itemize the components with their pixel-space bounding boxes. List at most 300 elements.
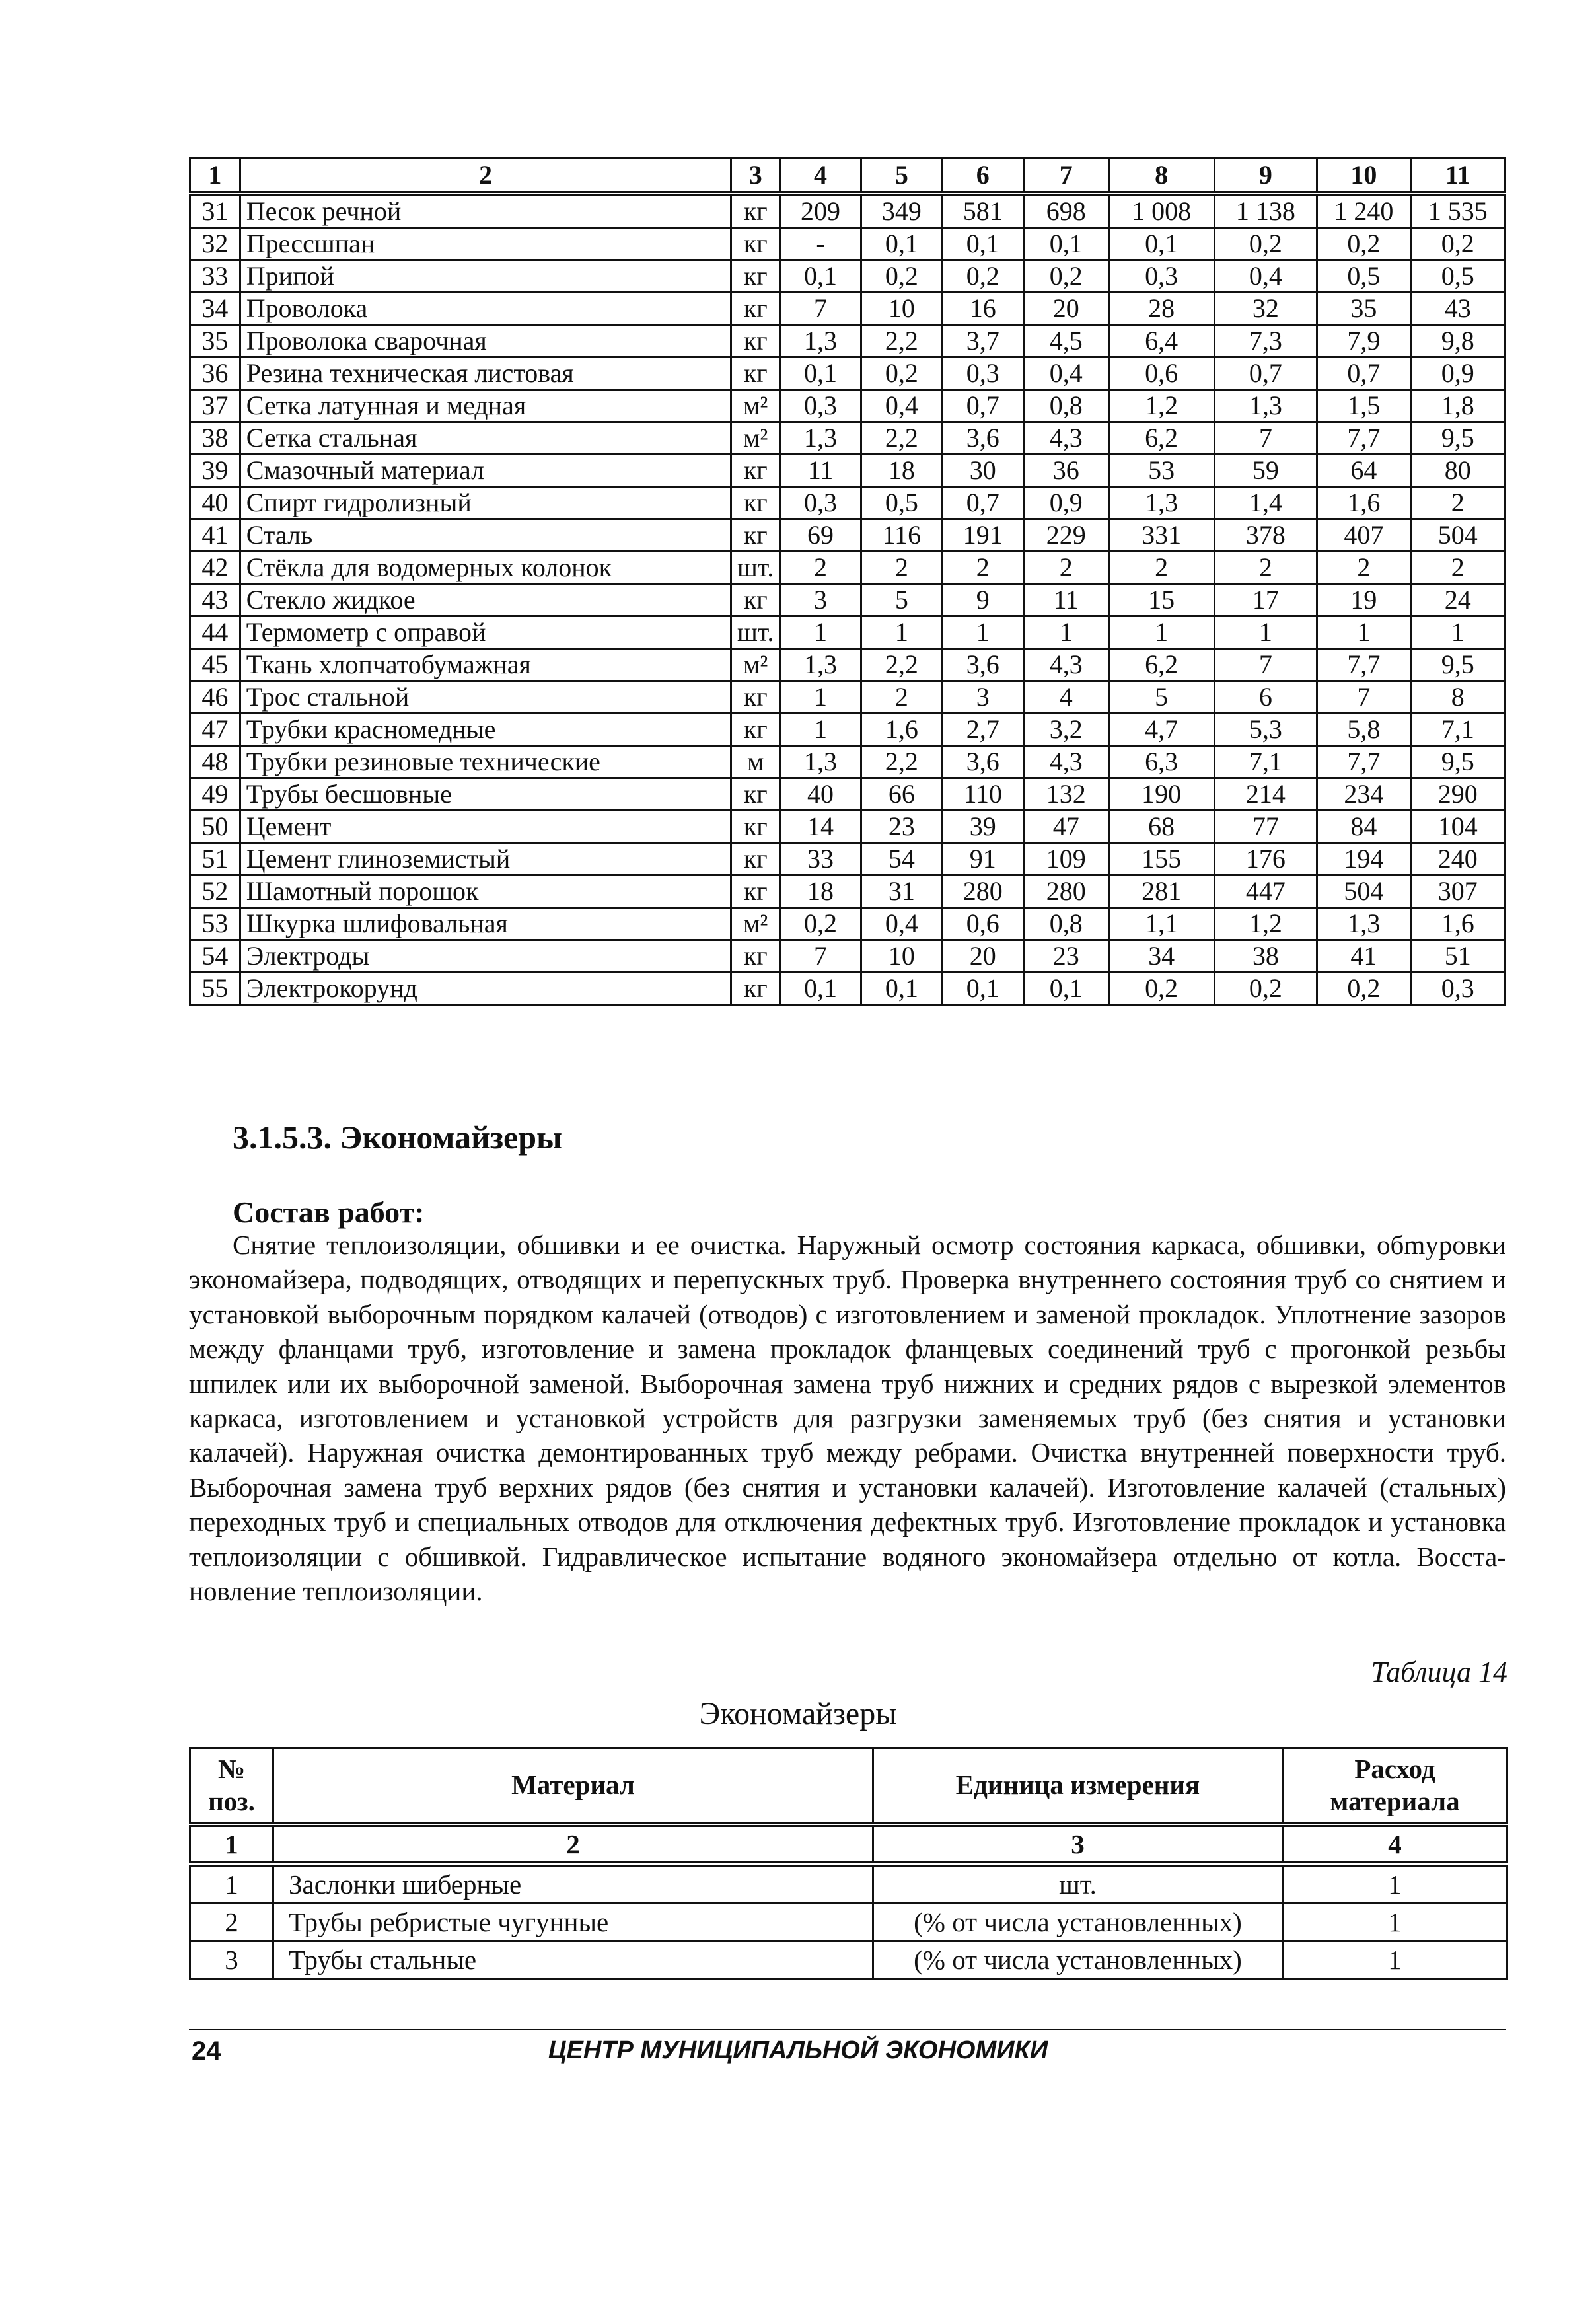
value-cell: 155 bbox=[1108, 843, 1214, 875]
material-name: Прессшпан bbox=[240, 228, 731, 260]
row-number: 34 bbox=[190, 293, 240, 325]
table-row bbox=[190, 843, 1505, 875]
value-cell: 7 bbox=[1214, 422, 1317, 455]
unit-cell: кг bbox=[731, 357, 780, 390]
value-cell: 0,8 bbox=[1023, 390, 1108, 422]
value-cell: 0,3 bbox=[1410, 973, 1505, 1005]
row-pos: 1 bbox=[190, 1864, 273, 1904]
value-cell: 6,4 bbox=[1108, 325, 1214, 357]
value-cell: 0,8 bbox=[1023, 908, 1108, 940]
value-cell: 19 bbox=[1317, 584, 1410, 616]
table-row bbox=[190, 1864, 1507, 1904]
value-cell: 2,2 bbox=[861, 325, 942, 357]
value-cell: 1,4 bbox=[1214, 487, 1317, 519]
row-value: 1 bbox=[1283, 1864, 1507, 1904]
footer-divider bbox=[189, 2029, 1506, 2030]
value-cell: 51 bbox=[1410, 940, 1505, 973]
value-cell: 6 bbox=[1214, 681, 1317, 714]
value-cell: 0,5 bbox=[1317, 260, 1410, 293]
row-number: 48 bbox=[190, 746, 240, 778]
row-material: Заслонки шиберные bbox=[273, 1864, 873, 1904]
value-cell: 0,2 bbox=[861, 357, 942, 390]
value-cell: 1,1 bbox=[1108, 908, 1214, 940]
unit-cell: кг bbox=[731, 811, 780, 843]
material-name: Ткань хлопчатобумажная bbox=[240, 649, 731, 681]
header-cell: 6 bbox=[942, 159, 1023, 194]
material-name: Проволока bbox=[240, 293, 731, 325]
material-name: Электроды bbox=[240, 940, 731, 973]
value-cell: 3,2 bbox=[1023, 714, 1108, 746]
value-cell: 77 bbox=[1214, 811, 1317, 843]
table-row bbox=[190, 746, 1505, 778]
value-cell: 28 bbox=[1108, 293, 1214, 325]
value-cell: 10 bbox=[861, 940, 942, 973]
unit-cell: м² bbox=[731, 908, 780, 940]
value-cell: 1 bbox=[1023, 616, 1108, 649]
table-row bbox=[190, 681, 1505, 714]
value-cell: 11 bbox=[780, 455, 861, 487]
value-cell: 7,7 bbox=[1317, 422, 1410, 455]
value-cell: 3 bbox=[780, 584, 861, 616]
value-cell: 0,1 bbox=[942, 228, 1023, 260]
value-cell: 209 bbox=[780, 194, 861, 228]
value-cell: 2,2 bbox=[861, 422, 942, 455]
row-number: 36 bbox=[190, 357, 240, 390]
unit-cell: кг bbox=[731, 778, 780, 811]
value-cell: 24 bbox=[1410, 584, 1505, 616]
material-name: Термометр с оправой bbox=[240, 616, 731, 649]
value-cell: 6,2 bbox=[1108, 649, 1214, 681]
value-cell: 7,1 bbox=[1214, 746, 1317, 778]
unit-cell: кг bbox=[731, 228, 780, 260]
value-cell: 0,2 bbox=[861, 260, 942, 293]
value-cell: 4,7 bbox=[1108, 714, 1214, 746]
unit-cell: м² bbox=[731, 422, 780, 455]
table-row bbox=[190, 908, 1505, 940]
table-numbering-row bbox=[190, 1824, 1507, 1864]
value-cell: 41 bbox=[1317, 940, 1410, 973]
table-row bbox=[190, 973, 1505, 1005]
row-unit: (% от числа установленных) bbox=[873, 1904, 1283, 1941]
table-row bbox=[190, 714, 1505, 746]
value-cell: 1,6 bbox=[1317, 487, 1410, 519]
value-cell: 349 bbox=[861, 194, 942, 228]
row-number: 52 bbox=[190, 875, 240, 908]
material-name: Цемент bbox=[240, 811, 731, 843]
economizer-table bbox=[189, 1747, 1508, 1980]
value-cell: 6,3 bbox=[1108, 746, 1214, 778]
value-cell: 191 bbox=[942, 519, 1023, 552]
value-cell: 91 bbox=[942, 843, 1023, 875]
unit-cell: м² bbox=[731, 649, 780, 681]
row-number: 38 bbox=[190, 422, 240, 455]
value-cell: 8 bbox=[1410, 681, 1505, 714]
row-pos: 2 bbox=[190, 1904, 273, 1941]
value-cell: 0,9 bbox=[1023, 487, 1108, 519]
table-row bbox=[190, 649, 1505, 681]
page-number: 24 bbox=[192, 2036, 221, 2066]
value-cell: 0,2 bbox=[1023, 260, 1108, 293]
material-name: Песок речной bbox=[240, 194, 731, 228]
header-cell: 4 bbox=[780, 159, 861, 194]
table-number-label: Таблица 14 bbox=[1371, 1656, 1507, 1688]
value-cell: 290 bbox=[1410, 778, 1505, 811]
value-cell: 3,6 bbox=[942, 422, 1023, 455]
material-name: Шкурка шлифовальная bbox=[240, 908, 731, 940]
value-cell: 0,4 bbox=[861, 390, 942, 422]
value-cell: 0,1 bbox=[1108, 228, 1214, 260]
value-cell: 280 bbox=[1023, 875, 1108, 908]
value-cell: 0,2 bbox=[1317, 973, 1410, 1005]
value-cell: 0,1 bbox=[861, 973, 942, 1005]
value-cell: 1 008 bbox=[1108, 194, 1214, 228]
row-number: 39 bbox=[190, 455, 240, 487]
value-cell: 7,3 bbox=[1214, 325, 1317, 357]
row-number: 49 bbox=[190, 778, 240, 811]
value-cell: 4,3 bbox=[1023, 746, 1108, 778]
row-number: 43 bbox=[190, 584, 240, 616]
unit-cell: кг bbox=[731, 455, 780, 487]
value-cell: 0,7 bbox=[1214, 357, 1317, 390]
value-cell: 0,7 bbox=[942, 390, 1023, 422]
value-cell: 281 bbox=[1108, 875, 1214, 908]
value-cell: 9,5 bbox=[1410, 746, 1505, 778]
section-subtitle: Состав работ: bbox=[233, 1195, 425, 1229]
unit-cell: кг bbox=[731, 487, 780, 519]
unit-cell: шт. bbox=[731, 616, 780, 649]
value-cell: 80 bbox=[1410, 455, 1505, 487]
value-cell: 0,1 bbox=[780, 357, 861, 390]
value-cell: 9,5 bbox=[1410, 422, 1505, 455]
value-cell: 190 bbox=[1108, 778, 1214, 811]
material-name: Электрокорунд bbox=[240, 973, 731, 1005]
value-cell: 32 bbox=[1214, 293, 1317, 325]
table-row bbox=[190, 519, 1505, 552]
table-header-row bbox=[190, 1748, 1507, 1825]
value-cell: 1 bbox=[780, 681, 861, 714]
material-name: Спирт гидролизный bbox=[240, 487, 731, 519]
row-value: 1 bbox=[1283, 1904, 1507, 1941]
table-row bbox=[190, 260, 1505, 293]
value-cell: 3,6 bbox=[942, 746, 1023, 778]
value-cell: 23 bbox=[861, 811, 942, 843]
table-row bbox=[190, 1904, 1507, 1941]
table-header-row bbox=[190, 159, 1505, 194]
value-cell: 0,6 bbox=[1108, 357, 1214, 390]
value-cell: 0,2 bbox=[780, 908, 861, 940]
value-cell: 38 bbox=[1214, 940, 1317, 973]
value-cell: 11 bbox=[1023, 584, 1108, 616]
table-row bbox=[190, 940, 1505, 973]
table-row bbox=[190, 325, 1505, 357]
value-cell: 36 bbox=[1023, 455, 1108, 487]
value-cell: 2,2 bbox=[861, 746, 942, 778]
value-cell: 5,8 bbox=[1317, 714, 1410, 746]
unit-cell: кг bbox=[731, 875, 780, 908]
value-cell: 331 bbox=[1108, 519, 1214, 552]
row-unit: (% от числа установленных) bbox=[873, 1941, 1283, 1979]
row-number: 53 bbox=[190, 908, 240, 940]
value-cell: 698 bbox=[1023, 194, 1108, 228]
table-row bbox=[190, 616, 1505, 649]
value-cell: 1,6 bbox=[1410, 908, 1505, 940]
value-cell: 7,7 bbox=[1317, 649, 1410, 681]
value-cell: - bbox=[780, 228, 861, 260]
section-title: 3.1.5.3. Экономайзеры bbox=[233, 1119, 563, 1156]
value-cell: 20 bbox=[942, 940, 1023, 973]
row-number: 55 bbox=[190, 973, 240, 1005]
unit-cell: м² bbox=[731, 390, 780, 422]
material-name: Сетка стальная bbox=[240, 422, 731, 455]
unit-cell: кг bbox=[731, 584, 780, 616]
table-row bbox=[190, 455, 1505, 487]
materials-table-body bbox=[190, 159, 1505, 1005]
material-name: Припой bbox=[240, 260, 731, 293]
value-cell: 0,5 bbox=[1410, 260, 1505, 293]
value-cell: 15 bbox=[1108, 584, 1214, 616]
header-cell: 11 bbox=[1410, 159, 1505, 194]
value-cell: 9,5 bbox=[1410, 649, 1505, 681]
value-cell: 234 bbox=[1317, 778, 1410, 811]
row-number: 51 bbox=[190, 843, 240, 875]
unit-cell: м bbox=[731, 746, 780, 778]
value-cell: 2 bbox=[942, 552, 1023, 584]
table-row bbox=[190, 811, 1505, 843]
table-row bbox=[190, 584, 1505, 616]
row-number: 45 bbox=[190, 649, 240, 681]
material-name: Стёкла для водомерных колонок bbox=[240, 552, 731, 584]
value-cell: 1,2 bbox=[1214, 908, 1317, 940]
value-cell: 0,3 bbox=[1108, 260, 1214, 293]
value-cell: 581 bbox=[942, 194, 1023, 228]
header-cell: 1 bbox=[190, 159, 240, 194]
value-cell: 1 bbox=[780, 616, 861, 649]
value-cell: 1,2 bbox=[1108, 390, 1214, 422]
value-cell: 33 bbox=[780, 843, 861, 875]
unit-cell: кг bbox=[731, 260, 780, 293]
value-cell: 0,2 bbox=[1214, 228, 1317, 260]
value-cell: 5,3 bbox=[1214, 714, 1317, 746]
table-row bbox=[190, 778, 1505, 811]
value-cell: 0,7 bbox=[1317, 357, 1410, 390]
value-cell: 5 bbox=[1108, 681, 1214, 714]
value-cell: 40 bbox=[780, 778, 861, 811]
value-cell: 43 bbox=[1410, 293, 1505, 325]
value-cell: 18 bbox=[861, 455, 942, 487]
table-row bbox=[190, 1941, 1507, 1979]
material-name: Трубки резиновые технические bbox=[240, 746, 731, 778]
table-row bbox=[190, 357, 1505, 390]
header-pos: № поз. bbox=[190, 1748, 273, 1825]
value-cell: 116 bbox=[861, 519, 942, 552]
unit-cell: кг bbox=[731, 843, 780, 875]
unit-cell: кг bbox=[731, 681, 780, 714]
value-cell: 0,1 bbox=[942, 973, 1023, 1005]
value-cell: 6,2 bbox=[1108, 422, 1214, 455]
table-row bbox=[190, 487, 1505, 519]
unit-cell: кг bbox=[731, 194, 780, 228]
value-cell: 2 bbox=[861, 552, 942, 584]
row-number: 44 bbox=[190, 616, 240, 649]
value-cell: 1,3 bbox=[780, 649, 861, 681]
table-row bbox=[190, 228, 1505, 260]
value-cell: 1 bbox=[1108, 616, 1214, 649]
value-cell: 1 bbox=[942, 616, 1023, 649]
row-number: 40 bbox=[190, 487, 240, 519]
header-cell: 7 bbox=[1023, 159, 1108, 194]
value-cell: 0,2 bbox=[1108, 973, 1214, 1005]
value-cell: 0,3 bbox=[780, 390, 861, 422]
value-cell: 35 bbox=[1317, 293, 1410, 325]
row-number: 41 bbox=[190, 519, 240, 552]
header-cell: 8 bbox=[1108, 159, 1214, 194]
value-cell: 7 bbox=[780, 940, 861, 973]
row-number: 42 bbox=[190, 552, 240, 584]
value-cell: 2 bbox=[780, 552, 861, 584]
value-cell: 176 bbox=[1214, 843, 1317, 875]
materials-table bbox=[189, 157, 1506, 1006]
value-cell: 1 bbox=[1214, 616, 1317, 649]
unit-cell: кг bbox=[731, 293, 780, 325]
value-cell: 53 bbox=[1108, 455, 1214, 487]
value-cell: 0,6 bbox=[942, 908, 1023, 940]
value-cell: 0,2 bbox=[1410, 228, 1505, 260]
table-row bbox=[190, 194, 1505, 228]
value-cell: 10 bbox=[861, 293, 942, 325]
value-cell: 110 bbox=[942, 778, 1023, 811]
row-number: 35 bbox=[190, 325, 240, 357]
row-number: 47 bbox=[190, 714, 240, 746]
value-cell: 47 bbox=[1023, 811, 1108, 843]
value-cell: 4 bbox=[1023, 681, 1108, 714]
value-cell: 7,1 bbox=[1410, 714, 1505, 746]
value-cell: 407 bbox=[1317, 519, 1410, 552]
footer-organization: ЦЕНТР МУНИЦИПАЛЬНОЙ ЭКОНОМИКИ bbox=[548, 2036, 1048, 2064]
header-cell: 3 bbox=[731, 159, 780, 194]
value-cell: 1,3 bbox=[780, 422, 861, 455]
value-cell: 194 bbox=[1317, 843, 1410, 875]
value-cell: 2 bbox=[1317, 552, 1410, 584]
value-cell: 30 bbox=[942, 455, 1023, 487]
row-material: Трубы ребристые чугунные bbox=[273, 1904, 873, 1941]
value-cell: 68 bbox=[1108, 811, 1214, 843]
value-cell: 66 bbox=[861, 778, 942, 811]
value-cell: 0,7 bbox=[942, 487, 1023, 519]
row-number: 32 bbox=[190, 228, 240, 260]
value-cell: 1 240 bbox=[1317, 194, 1410, 228]
value-cell: 0,1 bbox=[1023, 228, 1108, 260]
value-cell: 31 bbox=[861, 875, 942, 908]
value-cell: 7 bbox=[1317, 681, 1410, 714]
material-name: Резина техническая листовая bbox=[240, 357, 731, 390]
value-cell: 7,9 bbox=[1317, 325, 1410, 357]
value-cell: 504 bbox=[1410, 519, 1505, 552]
table-row bbox=[190, 422, 1505, 455]
value-cell: 2 bbox=[861, 681, 942, 714]
value-cell: 0,1 bbox=[1023, 973, 1108, 1005]
value-cell: 229 bbox=[1023, 519, 1108, 552]
value-cell: 0,2 bbox=[942, 260, 1023, 293]
unit-cell: кг bbox=[731, 973, 780, 1005]
unit-cell: шт. bbox=[731, 552, 780, 584]
value-cell: 0,2 bbox=[1317, 228, 1410, 260]
value-cell: 3 bbox=[942, 681, 1023, 714]
value-cell: 4,5 bbox=[1023, 325, 1108, 357]
value-cell: 2 bbox=[1410, 487, 1505, 519]
header-cell: 5 bbox=[861, 159, 942, 194]
header-cell: 9 bbox=[1214, 159, 1317, 194]
unit-cell: кг bbox=[731, 325, 780, 357]
table-caption: Экономайзеры bbox=[699, 1696, 897, 1731]
value-cell: 1,8 bbox=[1410, 390, 1505, 422]
row-material: Трубы стальные bbox=[273, 1941, 873, 1979]
value-cell: 2 bbox=[1108, 552, 1214, 584]
unit-cell: кг bbox=[731, 519, 780, 552]
material-name: Трубки красномедные bbox=[240, 714, 731, 746]
value-cell: 1,5 bbox=[1317, 390, 1410, 422]
material-name: Сталь bbox=[240, 519, 731, 552]
value-cell: 280 bbox=[942, 875, 1023, 908]
material-name: Трубы бесшовные bbox=[240, 778, 731, 811]
row-number: 46 bbox=[190, 681, 240, 714]
value-cell: 4,3 bbox=[1023, 649, 1108, 681]
value-cell: 1 bbox=[861, 616, 942, 649]
value-cell: 1,3 bbox=[1317, 908, 1410, 940]
numbering-cell: 2 bbox=[273, 1824, 873, 1864]
value-cell: 4,3 bbox=[1023, 422, 1108, 455]
row-number: 31 bbox=[190, 194, 240, 228]
value-cell: 0,4 bbox=[1214, 260, 1317, 293]
value-cell: 1,3 bbox=[780, 746, 861, 778]
value-cell: 109 bbox=[1023, 843, 1108, 875]
unit-cell: кг bbox=[731, 714, 780, 746]
value-cell: 9,8 bbox=[1410, 325, 1505, 357]
value-cell: 2 bbox=[1023, 552, 1108, 584]
row-number: 37 bbox=[190, 390, 240, 422]
value-cell: 378 bbox=[1214, 519, 1317, 552]
value-cell: 0,3 bbox=[942, 357, 1023, 390]
row-value: 1 bbox=[1283, 1941, 1507, 1979]
table-row bbox=[190, 293, 1505, 325]
value-cell: 1,3 bbox=[1214, 390, 1317, 422]
value-cell: 447 bbox=[1214, 875, 1317, 908]
value-cell: 64 bbox=[1317, 455, 1410, 487]
value-cell: 2,2 bbox=[861, 649, 942, 681]
value-cell: 1 138 bbox=[1214, 194, 1317, 228]
header-consumption: Расход материала bbox=[1283, 1748, 1507, 1825]
material-name: Смазочный материал bbox=[240, 455, 731, 487]
row-number: 54 bbox=[190, 940, 240, 973]
value-cell: 1 bbox=[780, 714, 861, 746]
material-name: Проволока сварочная bbox=[240, 325, 731, 357]
value-cell: 0,4 bbox=[861, 908, 942, 940]
value-cell: 0,3 bbox=[780, 487, 861, 519]
value-cell: 69 bbox=[780, 519, 861, 552]
value-cell: 7 bbox=[780, 293, 861, 325]
value-cell: 54 bbox=[861, 843, 942, 875]
table-row bbox=[190, 875, 1505, 908]
header-unit: Единица измерения bbox=[873, 1748, 1283, 1825]
header-cell: 2 bbox=[240, 159, 731, 194]
value-cell: 7 bbox=[1214, 649, 1317, 681]
numbering-cell: 4 bbox=[1283, 1824, 1507, 1864]
material-name: Трос стальной bbox=[240, 681, 731, 714]
material-name: Стекло жидкое bbox=[240, 584, 731, 616]
value-cell: 307 bbox=[1410, 875, 1505, 908]
numbering-cell: 3 bbox=[873, 1824, 1283, 1864]
row-unit: шт. bbox=[873, 1864, 1283, 1904]
value-cell: 9 bbox=[942, 584, 1023, 616]
